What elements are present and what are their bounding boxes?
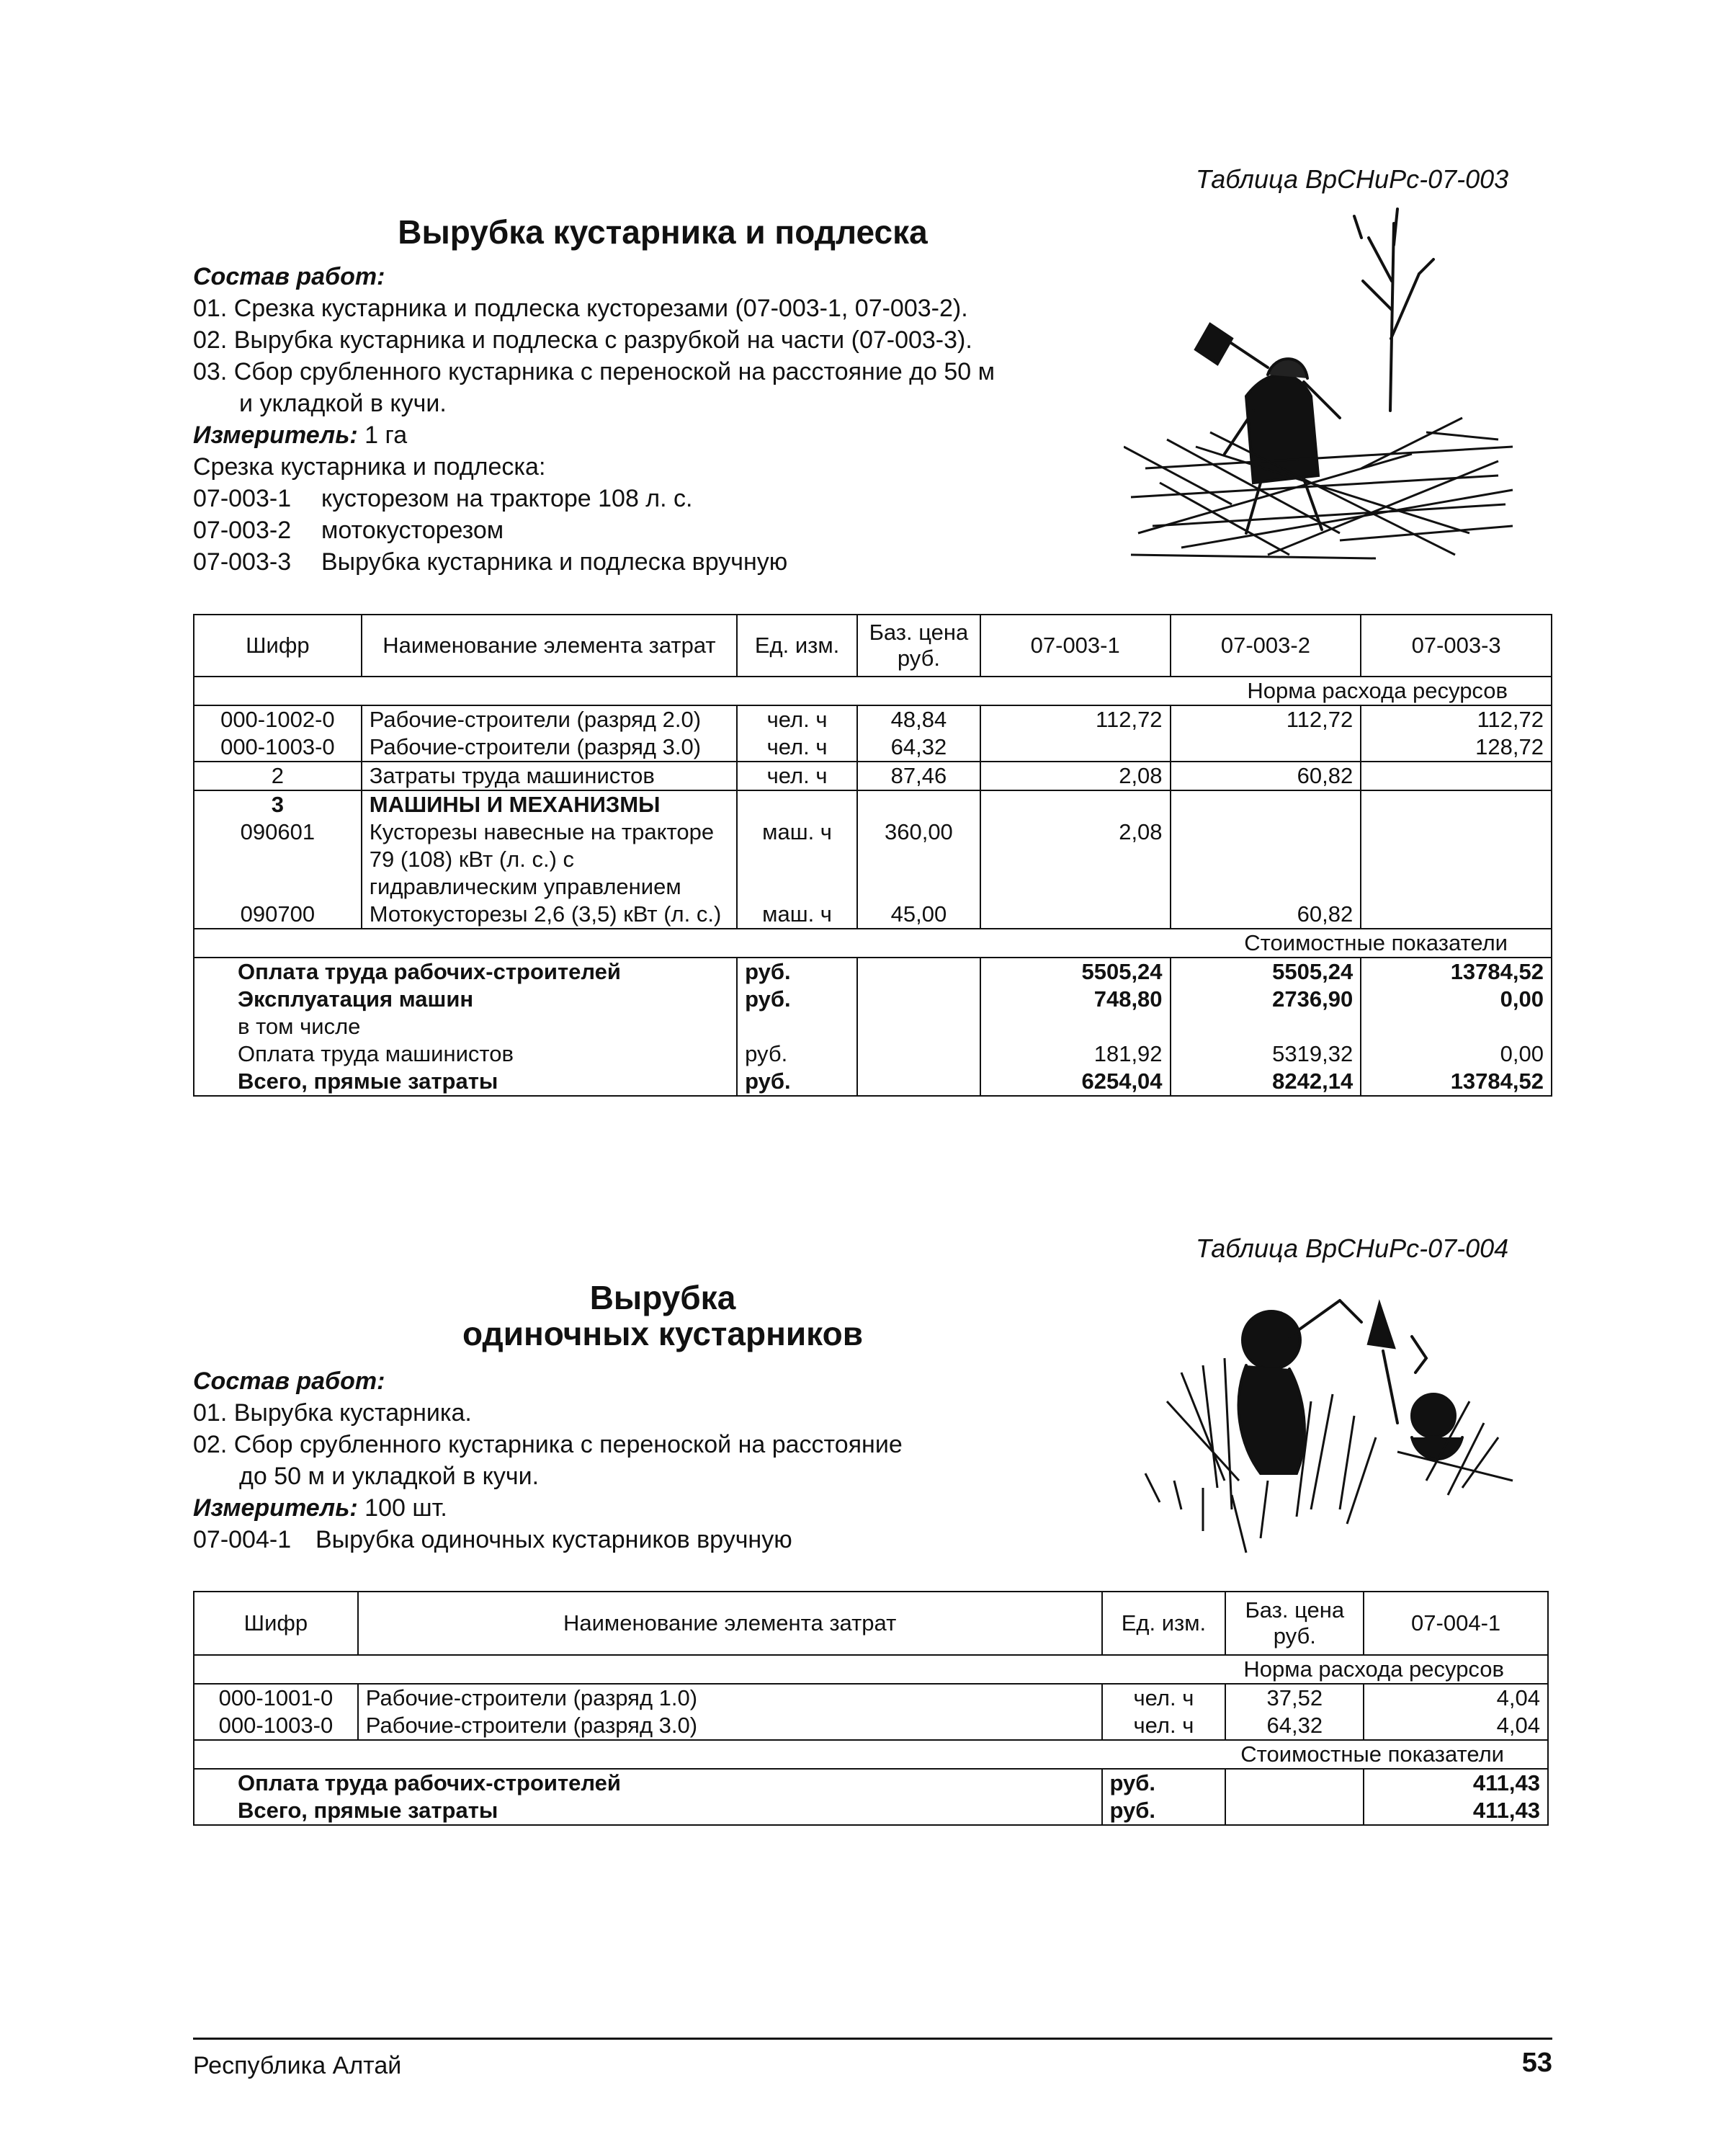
work-composition	[193, 1365, 1129, 1556]
norm-label: Норма расхода ресурсов	[194, 1655, 1548, 1684]
cost-value: 13784,52	[1361, 958, 1552, 986]
cost-value: 2736,90	[1171, 986, 1361, 1013]
cell-value	[980, 901, 1171, 929]
norm-row	[194, 1655, 1548, 1684]
table-header-row	[194, 615, 1552, 677]
cost-value: 0,00	[1361, 986, 1552, 1013]
cost-row	[194, 1797, 1548, 1825]
cost-row	[194, 958, 1552, 986]
cost-name: Оплата труда рабочих-строителей	[194, 958, 737, 986]
measure	[193, 419, 1165, 451]
cell-value: 2,08	[980, 762, 1171, 790]
variant: 07-004-1 Вырубка одиночных кустарников вручную	[193, 1526, 792, 1553]
cell-name: Кусторезы навесные на тракторе 79 (108) кВт (л. с.) с гидравлическим управлением	[362, 818, 737, 901]
cell-value	[1171, 818, 1361, 901]
header-col-3: 07-003-3	[1361, 615, 1552, 677]
measure	[193, 1492, 1129, 1524]
cell-value: 4,04	[1364, 1712, 1548, 1740]
table-row	[194, 790, 1552, 818]
cost-row	[194, 1068, 1552, 1096]
cost-unit: руб.	[1102, 1769, 1226, 1797]
cell-value: 2,08	[980, 818, 1171, 901]
cell-value	[980, 733, 1171, 762]
cell-code: 000-1003-0	[194, 733, 362, 762]
cell-price: 64,32	[1225, 1712, 1364, 1740]
measure-value: 1 га	[357, 421, 408, 449]
cost-value: 13784,52	[1361, 1068, 1552, 1096]
step: 01. Вырубка кустарника.	[193, 1399, 472, 1427]
cell-name: Рабочие-строители (разряд 1.0)	[358, 1684, 1102, 1712]
section-title	[375, 1280, 951, 1352]
cell-price: 37,52	[1225, 1684, 1364, 1712]
cell-unit: чел. ч	[737, 733, 857, 762]
cost-value: 411,43	[1364, 1769, 1548, 1797]
resource-table-07-004	[193, 1591, 1549, 1826]
variant: 07-003-3 Вырубка кустарника и подлеска вручную	[193, 548, 788, 576]
cost-value: 5505,24	[980, 958, 1171, 986]
cell-value	[1361, 901, 1552, 929]
section-title: Вырубка кустарника и подлеска	[398, 213, 928, 251]
cell-price: 360,00	[857, 818, 980, 901]
cell-unit: чел. ч	[1102, 1712, 1226, 1740]
cost-value: 181,92	[980, 1040, 1171, 1068]
cost-row	[194, 986, 1552, 1013]
measure-label: Измеритель:	[193, 1494, 358, 1522]
variants-intro: Срезка кустарника и подлеска:	[193, 453, 546, 481]
variant: 07-003-2 мотокусторезом	[193, 517, 504, 544]
header-unit: Ед. изм.	[737, 615, 857, 677]
norm-label: Норма расхода ресурсов	[194, 677, 1552, 705]
cell-price: 64,32	[857, 733, 980, 762]
cell-code: 2	[194, 762, 362, 790]
cell-value	[1361, 762, 1552, 790]
norm-row	[194, 677, 1552, 705]
cost-value: 748,80	[980, 986, 1171, 1013]
cost-value: 6254,04	[980, 1068, 1171, 1096]
header-name: Наименование элемента затрат	[358, 1592, 1102, 1655]
footer-divider	[193, 2038, 1552, 2040]
header-col-1: 07-003-1	[980, 615, 1171, 677]
cost-name: Всего, прямые затраты	[194, 1797, 1102, 1825]
cost-label: Стоимостные показатели	[194, 929, 1552, 958]
cost-sub-row	[194, 1013, 1552, 1040]
table-row	[194, 818, 1552, 901]
cell-code: 000-1001-0	[194, 1684, 358, 1712]
cell-unit: маш. ч	[737, 901, 857, 929]
title-line: Вырубка	[589, 1279, 736, 1316]
header-name: Наименование элемента затрат	[362, 615, 737, 677]
cell-unit: чел. ч	[737, 705, 857, 733]
cost-name: Эксплуатация машин	[194, 986, 737, 1013]
page-number: 53	[1521, 2048, 1552, 2078]
composition-heading: Состав работ:	[193, 263, 385, 290]
cost-unit: руб.	[737, 1040, 857, 1068]
cell-price: 48,84	[857, 705, 980, 733]
measure-value: 100 шт.	[357, 1494, 447, 1522]
header-code: Шифр	[194, 1592, 358, 1655]
header-code: Шифр	[194, 615, 362, 677]
resource-table-07-003	[193, 614, 1552, 1097]
cell-name: Мотокусторезы 2,6 (3,5) кВт (л. с.)	[362, 901, 737, 929]
step-continued: и укладкой в кучи.	[239, 390, 447, 417]
step-continued: до 50 м и укладкой в кучи.	[239, 1463, 540, 1490]
cell-value: 60,82	[1171, 901, 1361, 929]
cost-name: Оплата труда рабочих-строителей	[194, 1769, 1102, 1797]
workers-chopping-shrubs-drawing	[1124, 1293, 1527, 1560]
cell-value: 112,72	[1361, 705, 1552, 733]
cost-unit: руб.	[737, 986, 857, 1013]
cost-row	[194, 1769, 1548, 1797]
cell-value: 128,72	[1361, 733, 1552, 762]
cell-code: 000-1003-0	[194, 1712, 358, 1740]
table-row	[194, 901, 1552, 929]
cell-code: 090700	[194, 901, 362, 929]
cell-unit: чел. ч	[737, 762, 857, 790]
cell-unit: маш. ч	[737, 818, 857, 901]
cell-name: Рабочие-строители (разряд 2.0)	[362, 705, 737, 733]
cell-code: 000-1002-0	[194, 705, 362, 733]
cell-value: 4,04	[1364, 1684, 1548, 1712]
cost-value: 8242,14	[1171, 1068, 1361, 1096]
work-composition	[193, 261, 1165, 578]
cost-unit: руб.	[737, 1068, 857, 1096]
cell-name: МАШИНЫ И МЕХАНИЗМЫ	[362, 790, 737, 818]
variant: 07-003-1 кусторезом на тракторе 108 л. с.	[193, 485, 693, 512]
worker-cutting-bushes-drawing	[1124, 195, 1527, 576]
cell-code: 3	[194, 790, 362, 818]
cost-label: Стоимостные показатели	[194, 1740, 1548, 1769]
table-header-row	[194, 1592, 1548, 1655]
cost-label-row	[194, 929, 1552, 958]
cost-value: 411,43	[1364, 1797, 1548, 1825]
cost-row	[194, 1040, 1552, 1068]
table-row	[194, 733, 1552, 762]
table-row	[194, 1712, 1548, 1740]
step: 02. Вырубка кустарника и подлеска с разрубкой на части (07-003-3).	[193, 326, 972, 354]
cost-label-row	[194, 1740, 1548, 1769]
step: 01. Срезка кустарника и подлеска кусторезами (07-003-1, 07-003-2).	[193, 295, 968, 322]
step: 02. Сбор срубленного кустарника с переноской на расстояние	[193, 1431, 903, 1458]
cost-name: Всего, прямые затраты	[194, 1068, 737, 1096]
cell-value: 60,82	[1171, 762, 1361, 790]
step: 03. Сбор срубленного кустарника с переноской на расстояние до 50 м	[193, 358, 995, 385]
table-row	[194, 1684, 1548, 1712]
table-row	[194, 762, 1552, 790]
table-label: Таблица ВрСНиРс-07-003	[1196, 164, 1509, 194]
table-label: Таблица ВрСНиРс-07-004	[1196, 1233, 1509, 1263]
cost-value: 5319,32	[1171, 1040, 1361, 1068]
cell-value: 112,72	[1171, 705, 1361, 733]
header-col-2: 07-003-2	[1171, 615, 1361, 677]
cost-unit: руб.	[737, 958, 857, 986]
cost-value: 0,00	[1361, 1040, 1552, 1068]
cell-name: Рабочие-строители (разряд 3.0)	[362, 733, 737, 762]
title-line: одиночных кустарников	[462, 1315, 863, 1352]
cell-value: 112,72	[980, 705, 1171, 733]
cell-unit: чел. ч	[1102, 1684, 1226, 1712]
cost-name: Оплата труда машинистов	[194, 1040, 737, 1068]
cell-name: Затраты труда машинистов	[362, 762, 737, 790]
composition-heading: Состав работ:	[193, 1367, 385, 1395]
cost-value: 5505,24	[1171, 958, 1361, 986]
cell-value	[1361, 818, 1552, 901]
cell-name: Рабочие-строители (разряд 3.0)	[358, 1712, 1102, 1740]
cost-unit: руб.	[1102, 1797, 1226, 1825]
table-row	[194, 705, 1552, 733]
footer-region: Республика Алтай	[193, 2052, 402, 2079]
header-col-1: 07-004-1	[1364, 1592, 1548, 1655]
cell-code: 090601	[194, 818, 362, 901]
cost-sub-label: в том числе	[194, 1013, 737, 1040]
header-unit: Ед. изм.	[1102, 1592, 1226, 1655]
header-price: Баз. цена руб.	[1225, 1592, 1364, 1655]
cell-price: 87,46	[857, 762, 980, 790]
cell-price: 45,00	[857, 901, 980, 929]
measure-label: Измеритель:	[193, 421, 358, 449]
header-price: Баз. цена руб.	[857, 615, 980, 677]
cell-value	[1171, 733, 1361, 762]
